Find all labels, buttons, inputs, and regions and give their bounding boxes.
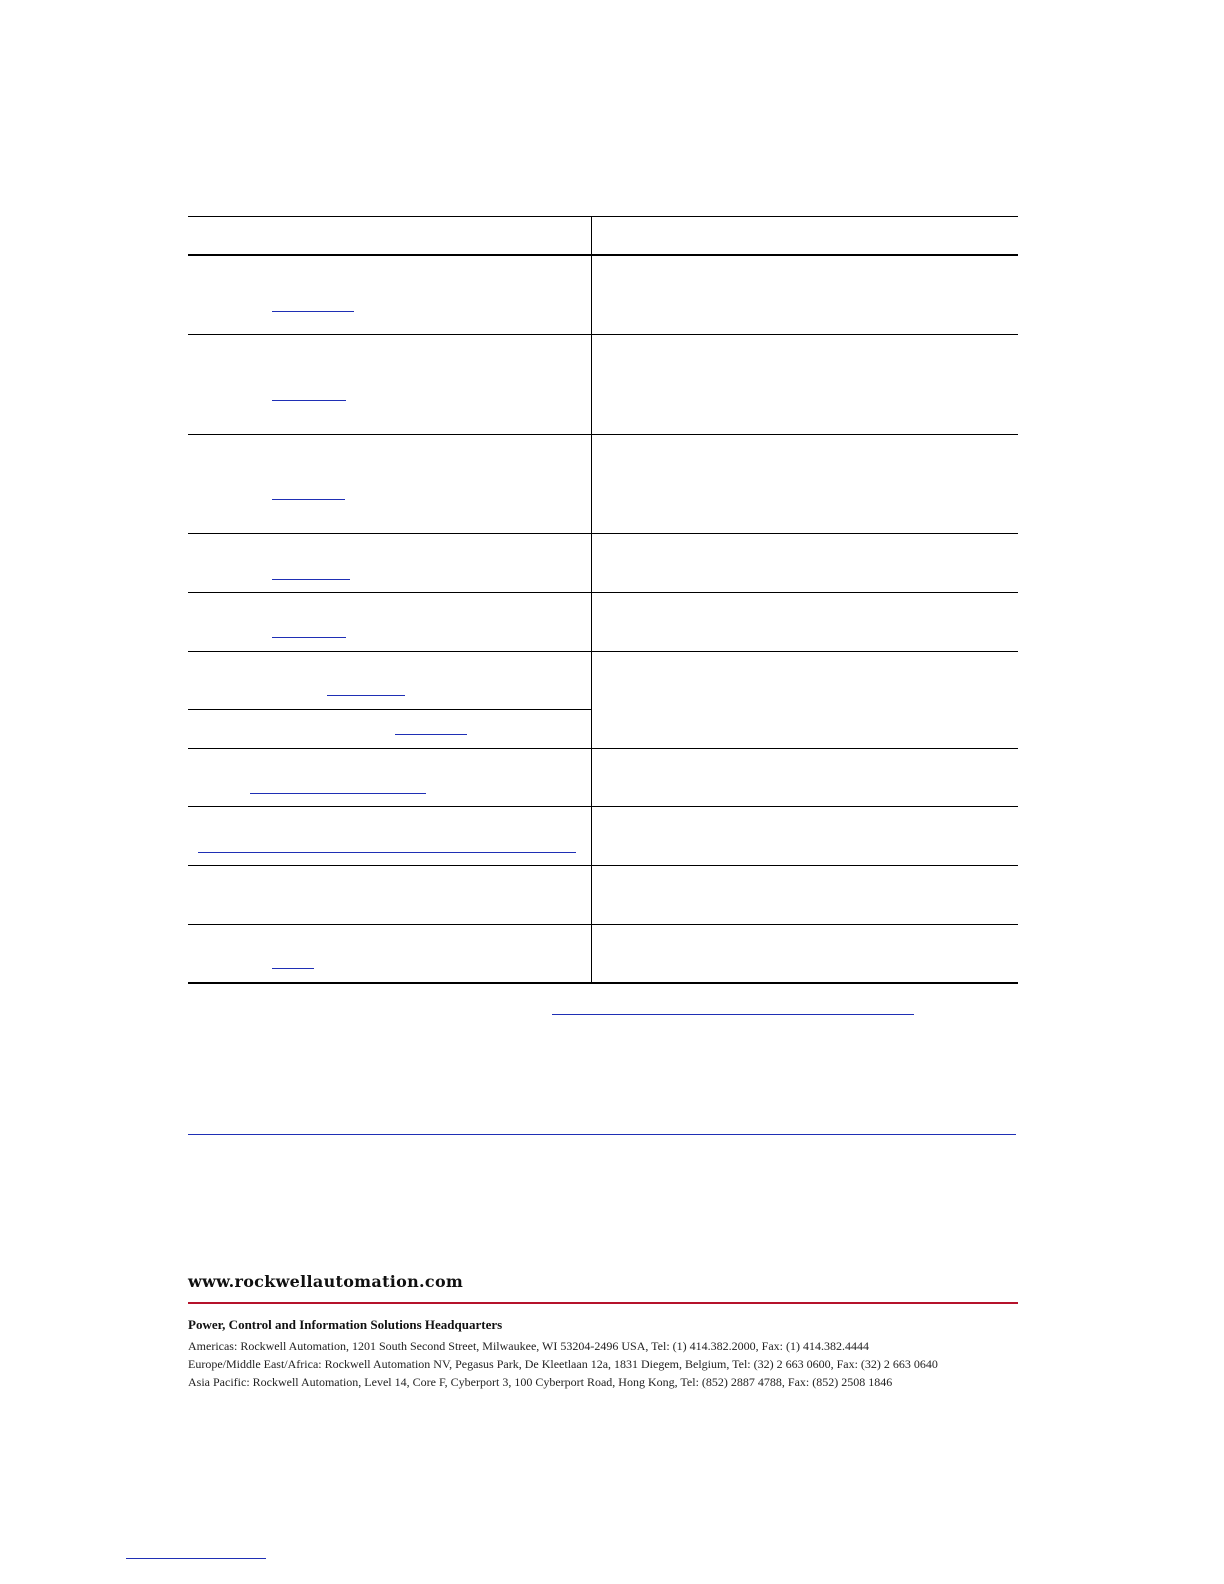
resource-link[interactable] bbox=[272, 637, 346, 638]
row-divider bbox=[188, 806, 1018, 807]
publication-link[interactable] bbox=[126, 1558, 266, 1559]
resource-link[interactable] bbox=[272, 311, 354, 312]
table-header-rule bbox=[188, 254, 1018, 256]
resource-link[interactable] bbox=[272, 968, 314, 969]
website-link[interactable]: www.rockwellautomation.com bbox=[188, 1272, 464, 1291]
resource-link[interactable] bbox=[272, 499, 345, 500]
address-emea: Europe/Middle East/Africa: Rockwell Automation NV, Pegasus Park, De Kleetlaan 12a, 1831 Diegem, Belgium, Tel: (32) 2 663 0600, Fax: (32) 2 663 0640 bbox=[188, 1357, 938, 1371]
table-bottom-rule bbox=[188, 982, 1018, 984]
resource-link[interactable] bbox=[272, 400, 346, 401]
resource-link[interactable] bbox=[327, 695, 405, 696]
resource-link[interactable] bbox=[198, 852, 576, 853]
resource-link[interactable] bbox=[250, 793, 426, 794]
table-top-rule bbox=[188, 216, 1018, 217]
row-divider bbox=[188, 334, 1018, 335]
row-divider bbox=[188, 592, 1018, 593]
row-divider-partial bbox=[188, 709, 591, 710]
row-divider bbox=[188, 924, 1018, 925]
row-divider bbox=[188, 748, 1018, 749]
row-divider bbox=[188, 651, 1018, 652]
support-link[interactable] bbox=[188, 1134, 1016, 1135]
column-divider bbox=[591, 216, 592, 983]
address-americas: Americas: Rockwell Automation, 1201 South Second Street, Milwaukee, WI 53204-2496 USA, Tel: (1) 414.382.2000, Fax: (1) 414.382.4444 bbox=[188, 1339, 869, 1353]
row-divider bbox=[188, 865, 1018, 866]
row-divider bbox=[188, 533, 1018, 534]
headquarters-title: Power, Control and Information Solutions Headquarters bbox=[188, 1317, 503, 1332]
literature-link[interactable] bbox=[552, 1014, 914, 1015]
row-divider bbox=[188, 434, 1018, 435]
address-asia-pacific: Asia Pacific: Rockwell Automation, Level 14, Core F, Cyberport 3, 100 Cyberport Road, Hong Kong, Tel: (852) 2887 4788, Fax: (852) 2508 1846 bbox=[188, 1375, 893, 1389]
footer-red-rule bbox=[188, 1302, 1018, 1304]
resource-link[interactable] bbox=[395, 734, 467, 735]
resource-link[interactable] bbox=[272, 579, 350, 580]
